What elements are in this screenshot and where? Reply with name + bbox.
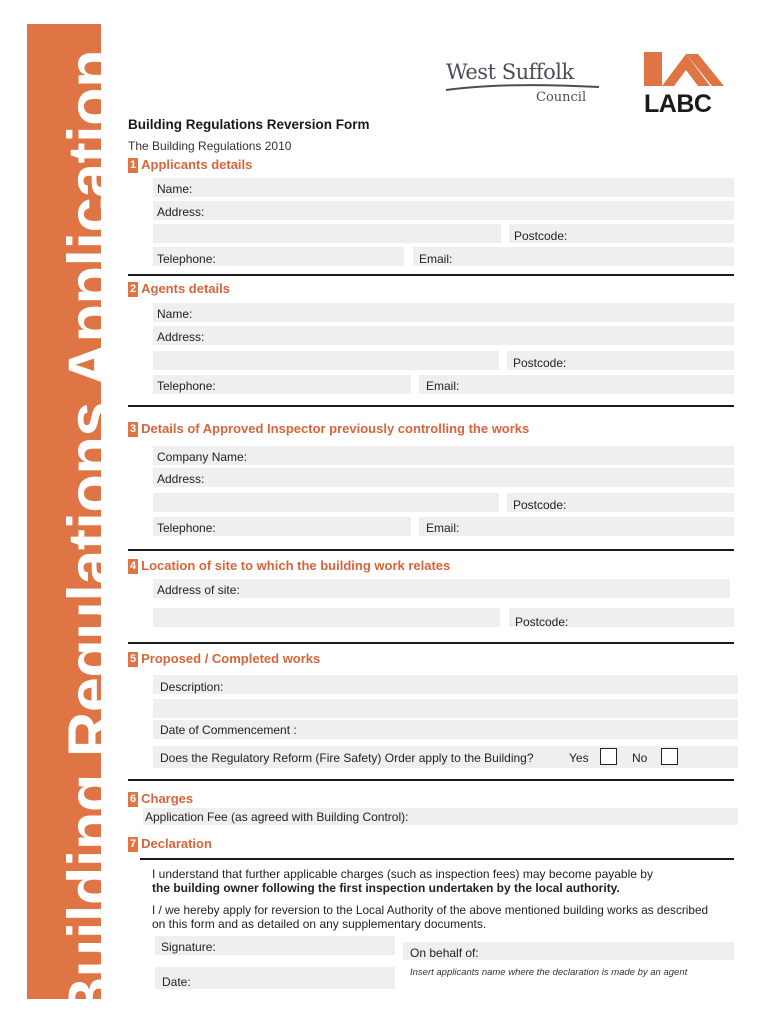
inspector-address-field[interactable] <box>153 468 734 487</box>
section-number: 1 <box>130 159 137 171</box>
section-title: Details of Approved Inspector previously controlling the works <box>141 421 530 436</box>
yes-label: Yes <box>569 751 589 765</box>
date-label: Date: <box>162 975 191 989</box>
west-suffolk-logo <box>444 60 604 110</box>
fire-safety-question: Does the Regulatory Reform (Fire Safety) Order apply to the Building? <box>160 751 534 765</box>
applicant-address-field[interactable] <box>153 201 734 220</box>
section-number: 2 <box>130 283 137 295</box>
inspector-address-label: Address: <box>157 472 205 486</box>
sidebar-banner <box>27 24 126 1023</box>
application-fee-label: Application Fee (as agreed with Building Control): <box>145 810 409 824</box>
section-number: 7 <box>130 838 137 850</box>
section-number: 3 <box>130 423 137 435</box>
applicant-address-line2-field[interactable] <box>153 224 501 243</box>
agent-telephone-label: Telephone: <box>157 379 216 393</box>
roof-icon <box>642 50 736 94</box>
applicant-address-label: Address: <box>157 205 205 219</box>
inspector-address-line2-field[interactable] <box>153 493 499 512</box>
labc-text: LABC <box>644 90 712 118</box>
sidebar-title: Building Regulations Application <box>56 49 126 1023</box>
section-number: 6 <box>130 793 137 805</box>
agent-postcode-label: Postcode: <box>513 356 567 370</box>
agent-address-label: Address: <box>157 330 205 344</box>
section-4-heading <box>128 558 450 574</box>
section-1-heading <box>128 157 252 173</box>
no-checkbox[interactable] <box>661 748 678 765</box>
declaration-text-line2: the building owner following the first inspection undertaken by the local authority. <box>152 881 620 895</box>
section-2-heading <box>128 281 230 297</box>
inspector-postcode-label: Postcode: <box>513 498 567 512</box>
divider <box>128 779 734 781</box>
section-6-heading <box>128 791 193 807</box>
divider <box>128 274 734 276</box>
section-title: Agents details <box>141 281 230 296</box>
section-title: Location of site to which the building work relates <box>141 558 451 573</box>
yes-checkbox[interactable] <box>600 748 617 765</box>
divider <box>128 549 734 551</box>
inspector-email-field[interactable] <box>419 517 734 536</box>
section-5-heading <box>128 651 320 667</box>
declaration-apply-line1: I / we hereby apply for reversion to the Local Authority of the above mentioned building works as described <box>152 903 709 917</box>
section-3-heading <box>128 421 529 437</box>
section-7-heading <box>128 836 212 852</box>
on-behalf-of-label: On behalf of: <box>410 946 479 960</box>
council-name: West Suffolk <box>446 60 574 84</box>
section-number: 5 <box>130 653 137 665</box>
section-title: Declaration <box>141 836 212 851</box>
council-sub: Council <box>536 90 587 105</box>
divider <box>128 642 734 644</box>
agent-address-field[interactable] <box>153 326 734 345</box>
inspector-email-label: Email: <box>426 521 460 535</box>
labc-logo <box>642 50 736 116</box>
form-title: Building Regulations Reversion Form <box>128 117 370 132</box>
agent-email-field[interactable] <box>419 375 734 394</box>
declaration-apply-line2: on this form and as detailed on any supplementary documents. <box>152 917 487 931</box>
applicant-name-field[interactable] <box>153 178 734 197</box>
applicant-name-label: Name: <box>157 182 193 196</box>
site-address-label: Address of site: <box>157 583 240 597</box>
site-address-line2-field[interactable] <box>153 608 500 627</box>
agent-name-field[interactable] <box>153 303 734 322</box>
no-label: No <box>632 751 648 765</box>
works-description-label: Description: <box>160 680 224 694</box>
agent-address-line2-field[interactable] <box>153 351 499 370</box>
commencement-date-label: Date of Commencement : <box>160 723 297 737</box>
inspector-telephone-label: Telephone: <box>157 521 216 535</box>
section-title: Charges <box>141 791 194 806</box>
date-field[interactable] <box>155 967 395 989</box>
declaration-text-line1: I understand that further applicable charges (such as inspection fees) may become payable by <box>152 867 653 881</box>
section-title: Proposed / Completed works <box>141 651 321 666</box>
site-postcode-label: Postcode: <box>515 615 569 629</box>
applicant-email-field[interactable] <box>413 247 734 266</box>
section-number: 4 <box>130 560 137 572</box>
applicant-email-label: Email: <box>419 252 453 266</box>
agent-email-label: Email: <box>426 379 460 393</box>
works-description-line2-field[interactable] <box>153 699 738 718</box>
applicant-postcode-label: Postcode: <box>514 229 568 243</box>
applicant-telephone-label: Telephone: <box>157 252 216 266</box>
section-title: Applicants details <box>141 157 253 172</box>
form-subtitle: The Building Regulations 2010 <box>128 139 292 153</box>
works-description-field[interactable] <box>153 675 738 694</box>
agent-note: Insert applicants name where the declaration is made by an agent <box>410 967 688 978</box>
agent-name-label: Name: <box>157 307 193 321</box>
divider <box>140 858 734 860</box>
inspector-company-label: Company Name: <box>157 450 248 464</box>
divider <box>128 405 734 407</box>
signature-label: Signature: <box>161 940 216 954</box>
